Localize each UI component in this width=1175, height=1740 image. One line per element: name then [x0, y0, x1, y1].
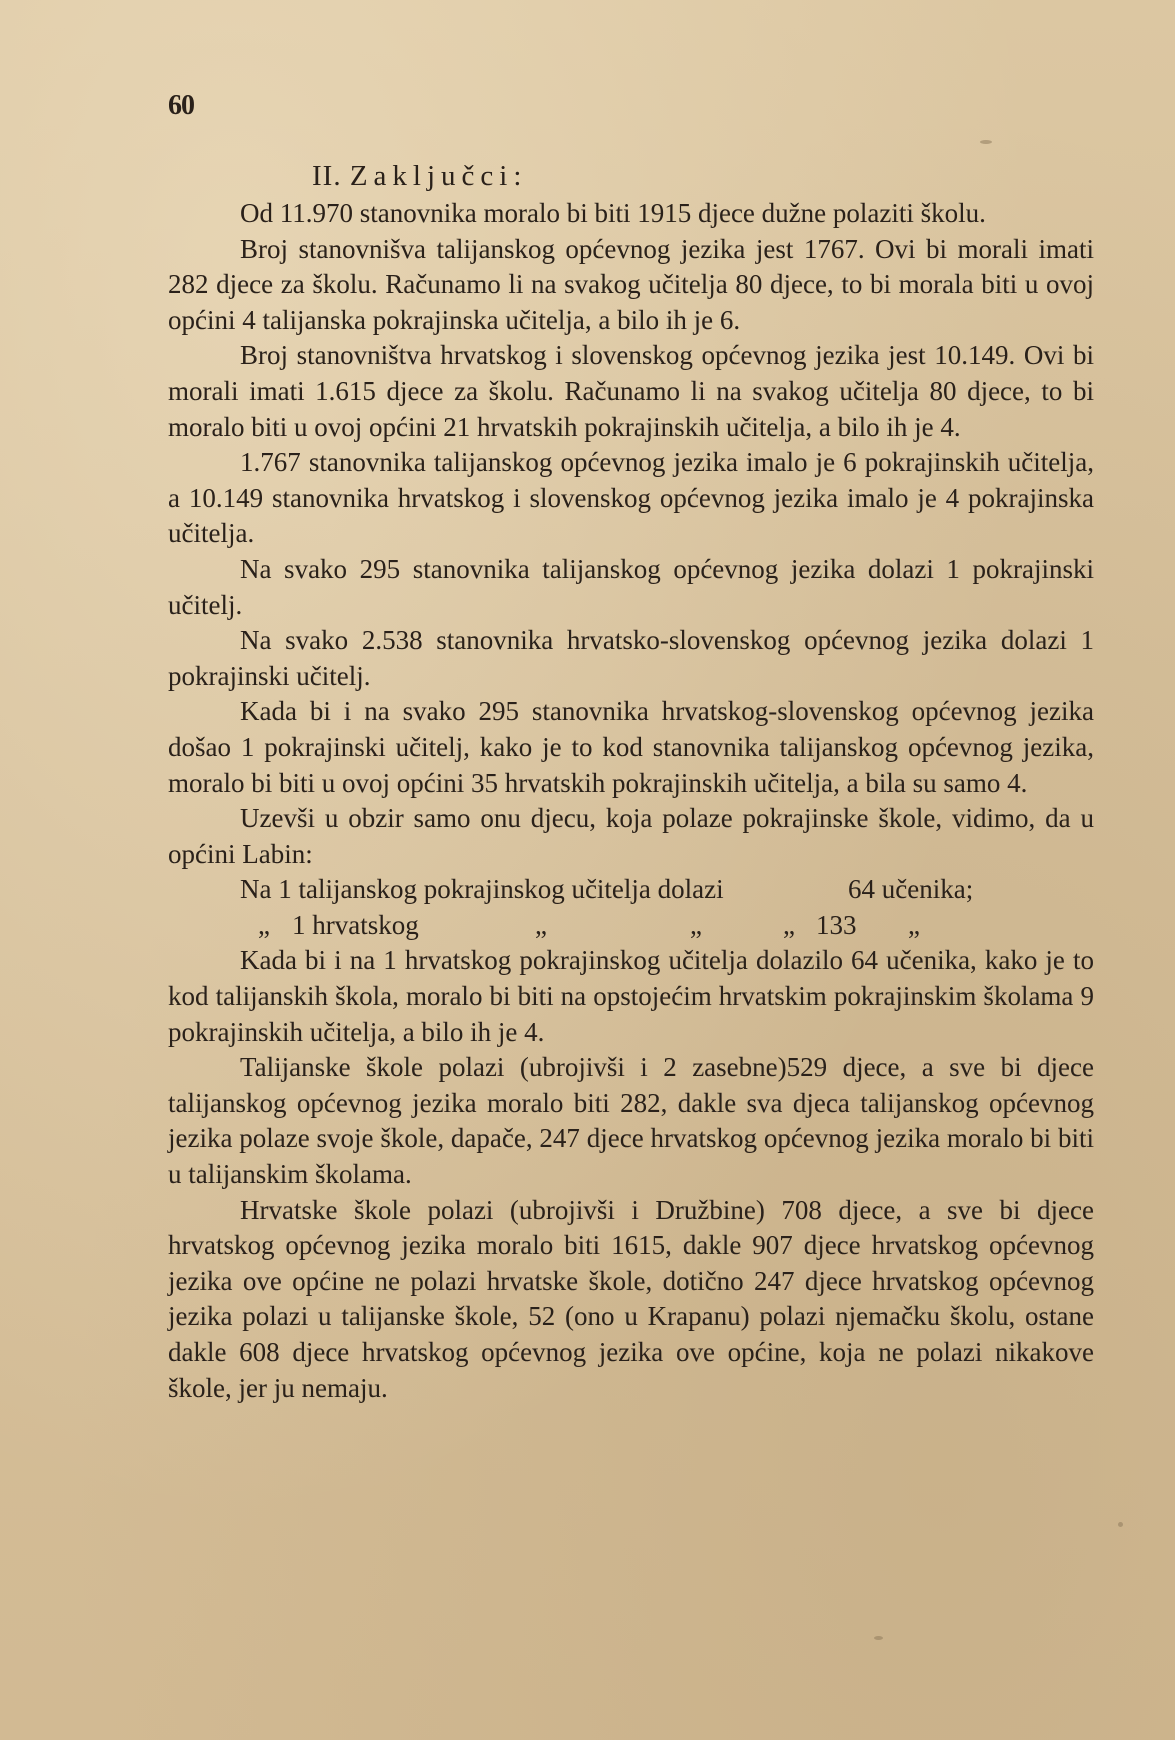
paragraph: Hrvatske škole polazi (ubrojivši i Družbine) 708 djece, a sve bi djece hrvatskog općevnog jezika moralo biti 1615, dakle 907 djece hrvatskog općevnog jezika ove općine ne polazi hrvatske škole, dotično 247 djece hrvatskog općevnog jezika polazi u talijanske škole, 52 (ono u Krapanu) polazi njemačku školu, ostane dakle 608 djece hrvatskog općevnog jezika ove općine, koja ne polazi nikakove škole, jer ju nemaju. [168, 1194, 1094, 1403]
ditto-mark: „ [783, 909, 795, 940]
paragraph: Kada bi i na svako 295 stanovnika hrvatskog-slovenskog općevnog jezika došao 1 pokrajinski učitelj, kako je to kod stanovnika talijanskog općevnog jezika, moralo bi biti u ovoj općini 35 hrvatskih pokrajinskih učitelja, a bila su samo 4. [168, 696, 1094, 798]
paper-speck [980, 140, 992, 144]
list-row-italian [168, 872, 1094, 908]
paragraph: Talijanske škole polazi (ubrojivši i 2 zasebne)529 djece, a sve bi djece talijanskog općevnog jezika moralo biti 282, dakle sva djeca talijanskog općevnog jezika polaze svoje škole, dapače, 247 djece hrvatskog općevnog jezika moralo bi biti u talijanskim školama. [168, 1052, 1094, 1190]
ditto-mark: „ [908, 909, 920, 940]
list-row-count: 64 učenika; [848, 874, 974, 905]
paragraph: Na svako 295 stanovnika talijanskog općevnog jezika dolazi 1 pokrajinski učitelj. [168, 553, 1094, 620]
ditto-mark: „ [535, 909, 547, 940]
paragraph: Uzevši u obzir samo onu djecu, koja polaze pokrajinske škole, vidimo, da u općini Labin: [168, 803, 1094, 869]
section-heading [312, 160, 527, 193]
paragraph: Na svako 2.538 stanovnika hrvatsko-slovenskog općevnog jezika dolazi 1 pokrajinski učitelj. [168, 625, 1094, 691]
list-row-croatian [168, 908, 1094, 944]
list-row-count: 133 [816, 909, 857, 940]
paragraph: Broj stanovnišva talijanskog općevnog jezika jest 1767. Ovi bi morali imati 282 djece za školu. Računamo li na svakog učitelja 80 djece, to bi morala biti u ovoj općini 4 talijanska pokrajinska učitelja, a bilo ih je 6. [168, 233, 1094, 335]
paragraph: Od 11.970 stanovnika moralo bi biti 1915 djece dužne polaziti školu. [240, 198, 986, 228]
paragraph: Broj stanovništva hrvatskog i slovenskog općevnog jezika jest 10.149. Ovi bi morali imati 1.615 djece za školu. Računamo li na svakog učitelja 80 djece, to bi moralo biti u ovoj općini 21 hrvatskih pokrajinskih učitelja, a bilo ih je 4. [168, 340, 1094, 442]
list-row-prefix: Na 1 talijanskog pokrajinskog učitelja dolazi [240, 874, 724, 905]
paragraph: Kada bi i na 1 hrvatskog pokrajinskog učitelja dolazilo 64 učenika, kako je to kod talijanskih škola, moralo bi biti na opstojećim hrvatskim pokrajinskim školama 9 pokrajinskih učitelja, a bilo ih je 4. [168, 945, 1094, 1047]
body-text [168, 196, 1094, 1406]
paper-speck [1118, 1522, 1123, 1527]
list-row-prefix: 1 hrvatskog [292, 909, 419, 940]
ditto-mark: „ [258, 909, 270, 940]
page-number: 60 [168, 90, 194, 121]
paragraph: 1.767 stanovnika talijanskog općevnog jezika imalo je 6 pokrajinskih učitelja, a 10.149 stanovnika hrvatskog i slovenskog općevnog jezika imalo je 4 pokrajinska učitelja. [168, 447, 1094, 549]
section-numeral: II. [312, 160, 342, 192]
section-title: Zaključci: [349, 160, 528, 192]
ditto-mark: „ [690, 909, 702, 940]
paper-speck [874, 1636, 883, 1640]
